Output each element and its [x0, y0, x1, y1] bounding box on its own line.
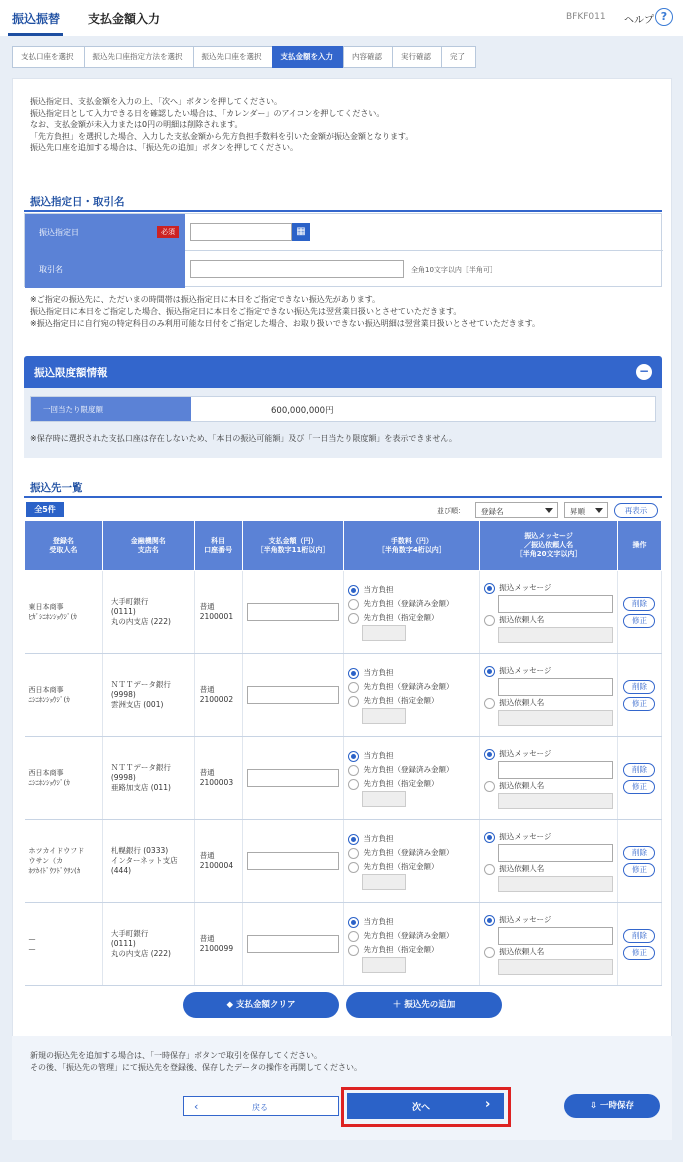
- requester-option[interactable]: [484, 862, 613, 876]
- payee-name: 西日本商事 ﾆｼﾆﾎﾝｼｮｳｼﾞ(ｶ: [28, 686, 70, 704]
- date-row: [25, 214, 663, 251]
- limit-value: 600,000,000円: [271, 406, 334, 416]
- delete-button[interactable]: 削除: [623, 763, 655, 777]
- column-header: 金融機関名 支店名: [102, 521, 194, 571]
- back-button[interactable]: [183, 1096, 339, 1116]
- radio-selected[interactable]: [348, 668, 359, 679]
- table-row: [25, 654, 662, 737]
- payee-name: 西日本商事 ﾆｼﾆﾎﾝｼｮｳｼﾞ(ｶ: [28, 769, 70, 787]
- delete-button[interactable]: 削除: [623, 680, 655, 694]
- fee-amount-input[interactable]: [362, 791, 406, 807]
- name-row: [25, 251, 663, 288]
- payee-name: ホツカイドウフド ウサン（カ ﾎﾂｶｲﾄﾞｳﾌﾄﾞｳｻﾝ(ｶ: [28, 847, 85, 875]
- clear-amount-button[interactable]: [183, 992, 339, 1018]
- step-6: 実行確認: [392, 46, 442, 68]
- count-badge: 全5件: [26, 502, 64, 517]
- requester-option-label: 振込依頼人名: [499, 864, 545, 873]
- plus-icon: ＋: [392, 1000, 405, 1010]
- amount-input[interactable]: [247, 935, 340, 953]
- radio[interactable]: [348, 682, 359, 693]
- radio[interactable]: [484, 864, 495, 875]
- table-body: [25, 571, 662, 986]
- step-1: 支払口座を選択: [12, 46, 85, 68]
- transfer-date-input[interactable]: [190, 223, 292, 241]
- radio[interactable]: [484, 781, 495, 792]
- bank-branch: 大手町銀行 (0111) 丸の内支店 (222): [110, 929, 171, 958]
- sort-select[interactable]: [475, 502, 558, 518]
- amount-input[interactable]: [247, 769, 340, 787]
- date-section-title: 振込指定日・取引名: [30, 196, 125, 208]
- bank-branch: 札幌銀行 (0333) インターネット支店 (444): [110, 846, 178, 875]
- fee-amount-input[interactable]: [362, 957, 406, 973]
- temporary-save-button[interactable]: [564, 1094, 660, 1118]
- radio[interactable]: [348, 779, 359, 790]
- requester-option[interactable]: [484, 779, 613, 793]
- radio[interactable]: [348, 613, 359, 624]
- intro-line: なお、支払金額が未入力または0円の明細は削除されます。: [30, 120, 243, 129]
- header: [0, 0, 683, 36]
- edit-button[interactable]: 修正: [623, 863, 655, 877]
- fee-option-label: 当方負担: [363, 668, 394, 677]
- requester-input[interactable]: [498, 710, 613, 726]
- collapse-icon[interactable]: −: [636, 364, 652, 380]
- redisplay-button[interactable]: 再表示: [614, 503, 658, 518]
- fee-option-label: 先方負担（登録済み金額）: [363, 682, 454, 691]
- requester-input[interactable]: [498, 876, 613, 892]
- intro-line: 振込先口座を追加する場合は、「振込先の追加」ボタンを押してください。: [30, 143, 298, 152]
- footer-notes: [30, 1050, 362, 1074]
- table-header-row: [25, 521, 662, 571]
- fee-option-ours[interactable]: [348, 583, 475, 597]
- table-row: [25, 903, 662, 986]
- step-5: 内容確認: [343, 46, 393, 68]
- message-option[interactable]: [484, 913, 613, 927]
- fee-option-registered[interactable]: [348, 929, 475, 943]
- account-number: 普通 2100099: [199, 934, 234, 953]
- column-header: 操作: [617, 521, 661, 571]
- edit-button[interactable]: 修正: [623, 780, 655, 794]
- requester-option[interactable]: [484, 945, 613, 959]
- intro-line: 「先方負担」を選択した場合、入力した支払金額から先方負担手数料を引いた金額が振込金額となります。: [30, 131, 414, 141]
- fee-option-label: 当方負担: [363, 751, 394, 760]
- payee-name: — —: [28, 935, 36, 953]
- required-badge: 必須: [157, 226, 179, 238]
- fee-option-specified[interactable]: [348, 860, 475, 874]
- section-divider: [24, 210, 662, 212]
- chevron-down-icon: [595, 508, 603, 513]
- message-option-label: 振込メッセージ: [499, 832, 552, 841]
- fee-option-label: 当方負担: [363, 585, 394, 594]
- message-input[interactable]: [498, 595, 613, 613]
- radio-selected[interactable]: [348, 585, 359, 596]
- bank-branch: ＮＴＴデータ銀行 (9998) 雲洲支店 (001): [110, 680, 171, 709]
- intro-text: [30, 96, 650, 154]
- fee-option-registered[interactable]: [348, 597, 475, 611]
- column-header: 支払金額（円） ［半角数字11桁以内］: [242, 521, 344, 571]
- note-line: ※ご指定の振込先に、ただいまの時間帯は振込指定日に本日をご指定できない振込先があります。: [30, 295, 381, 304]
- requester-option-label: 振込依頼人名: [499, 698, 545, 707]
- fee-option-ours[interactable]: [348, 666, 475, 680]
- radio-selected[interactable]: [484, 666, 495, 677]
- section-divider: [24, 496, 662, 498]
- add-payee-button[interactable]: [346, 992, 502, 1018]
- requester-option-label: 振込依頼人名: [499, 947, 545, 956]
- footer-note-line: その後、「振込先の管理」にて振込先を登録後、保存したデータの操作を再開してください。: [30, 1063, 362, 1072]
- message-option[interactable]: [484, 664, 613, 678]
- radio[interactable]: [484, 947, 495, 958]
- fee-option-specified[interactable]: [348, 611, 475, 625]
- payee-name: 東日本商事 ﾋｶﾞｼﾆﾎﾝｼｮｳｼﾞ(ｶ: [28, 603, 77, 621]
- help-link[interactable]: ヘルプ: [624, 15, 654, 26]
- radio[interactable]: [348, 765, 359, 776]
- account-number: 普通 2100001: [199, 602, 234, 621]
- radio-selected[interactable]: [484, 832, 495, 843]
- intro-line: 振込指定日として入力できる日を確認したい場合は、「カレンダー」のアイコンを押してください。: [30, 108, 385, 118]
- name-hint: 全角10文字以内［半角可］: [411, 266, 497, 274]
- bank-branch: 大手町銀行 (0111) 丸の内支店 (222): [110, 597, 171, 626]
- amount-input[interactable]: [247, 686, 340, 704]
- radio-selected[interactable]: [484, 583, 495, 594]
- message-input[interactable]: [498, 927, 613, 945]
- save-label: 一時保存: [600, 1101, 635, 1111]
- step-3: 振込先口座を選択: [193, 46, 273, 68]
- column-header: 手数料（円） ［半角数字4桁以内］: [344, 521, 480, 571]
- amount-input[interactable]: [247, 852, 340, 870]
- intro-line: 振込指定日、支払金額を入力の上、「次へ」ボタンを押してください。: [30, 97, 282, 106]
- clear-label: 支払金額クリア: [235, 1000, 296, 1010]
- chevron-down-icon: [545, 508, 553, 513]
- message-option-label: 振込メッセージ: [499, 583, 552, 592]
- edit-button[interactable]: 修正: [623, 697, 655, 711]
- calendar-icon[interactable]: ▦: [292, 223, 310, 241]
- message-option-label: 振込メッセージ: [499, 749, 552, 758]
- fee-option-label: 先方負担（登録済み金額）: [363, 765, 454, 774]
- fee-option-label: 先方負担（指定金額）: [363, 862, 439, 871]
- help-icon[interactable]: ?: [655, 8, 673, 26]
- step-2: 振込先口座指定方法を選択: [84, 46, 194, 68]
- list-title: 振込先一覧: [30, 482, 83, 494]
- fee-option-specified[interactable]: [348, 943, 475, 957]
- name-label: 取引名: [25, 251, 185, 288]
- radio[interactable]: [348, 848, 359, 859]
- chevron-right-icon: ›: [485, 1097, 491, 1112]
- delete-button[interactable]: 削除: [623, 846, 655, 860]
- limit-note: ※保存時に選択された支払口座は存在しないため、「本日の振込可能額」及び「一日当たり限度額」を表示できません。: [30, 434, 457, 443]
- category-underline: [8, 33, 63, 36]
- fee-amount-input[interactable]: [362, 708, 406, 724]
- fee-option-ours[interactable]: [348, 915, 475, 929]
- order-select[interactable]: [564, 502, 608, 518]
- requester-input[interactable]: [498, 627, 613, 643]
- requester-input[interactable]: [498, 793, 613, 809]
- account-number: 普通 2100003: [199, 768, 234, 787]
- edit-button[interactable]: 修正: [623, 614, 655, 628]
- radio[interactable]: [348, 696, 359, 707]
- column-header: 科目 口座番号: [194, 521, 242, 571]
- requester-input[interactable]: [498, 959, 613, 975]
- delete-button[interactable]: 削除: [623, 597, 655, 611]
- requester-option[interactable]: [484, 613, 613, 627]
- fee-option-registered[interactable]: [348, 763, 475, 777]
- radio-selected[interactable]: [484, 749, 495, 760]
- fee-option-ours[interactable]: [348, 832, 475, 846]
- requester-option-label: 振込依頼人名: [499, 615, 545, 624]
- payee-table: [24, 520, 662, 986]
- sort-value: 登録名: [481, 507, 504, 516]
- radio[interactable]: [484, 698, 495, 709]
- step-7: 完了: [441, 46, 476, 68]
- message-option[interactable]: [484, 581, 613, 595]
- download-icon: ⇩: [589, 1101, 601, 1111]
- radio-selected[interactable]: [484, 915, 495, 926]
- fee-option-ours[interactable]: [348, 749, 475, 763]
- fee-option-label: 先方負担（登録済み金額）: [363, 599, 454, 608]
- chevron-left-icon: ‹: [194, 1100, 199, 1113]
- column-header: 登録名 受取人名: [25, 521, 103, 571]
- table-row: [25, 737, 662, 820]
- screen-id: BFKF011: [566, 12, 606, 22]
- bank-branch: ＮＴＴデータ銀行 (9998) 亜路加支店 (011): [110, 763, 171, 792]
- footer-note-line: 新規の振込先を追加する場合は、「一時保存」ボタンで取引を保存してください。: [30, 1051, 322, 1060]
- step-4-current: 支払金額を入力: [272, 46, 345, 68]
- radio[interactable]: [348, 599, 359, 610]
- limit-header[interactable]: [24, 356, 662, 388]
- fee-option-label: 先方負担（登録済み金額）: [363, 931, 454, 940]
- message-input[interactable]: [498, 844, 613, 862]
- fee-option-registered[interactable]: [348, 846, 475, 860]
- sort-label: 並び順：: [437, 507, 465, 515]
- step-breadcrumb: [12, 46, 662, 68]
- radio[interactable]: [348, 931, 359, 942]
- fee-option-label: 先方負担（指定金額）: [363, 613, 439, 622]
- requester-option-label: 振込依頼人名: [499, 781, 545, 790]
- account-number: 普通 2100004: [199, 851, 234, 870]
- fee-option-label: 当方負担: [363, 834, 394, 843]
- date-label: 振込指定日: [25, 214, 185, 251]
- next-button[interactable]: [347, 1093, 504, 1119]
- message-option-label: 振込メッセージ: [499, 915, 552, 924]
- radio-selected[interactable]: [348, 917, 359, 928]
- message-option-label: 振込メッセージ: [499, 666, 552, 675]
- limit-row: [30, 396, 656, 422]
- category-title: 振込振替: [12, 12, 61, 26]
- page-title: 支払金額入力: [88, 12, 161, 26]
- fee-option-label: 当方負担: [363, 917, 394, 926]
- table-row: [25, 820, 662, 903]
- delete-button[interactable]: 削除: [623, 929, 655, 943]
- back-label: 戻る: [252, 1103, 268, 1112]
- fee-option-specified[interactable]: [348, 777, 475, 791]
- fee-option-specified[interactable]: [348, 694, 475, 708]
- date-notes: [30, 294, 660, 330]
- add-label: 振込先の追加: [404, 1000, 456, 1010]
- table-row: [25, 571, 662, 654]
- edit-button[interactable]: 修正: [623, 946, 655, 960]
- limit-label: 一回当たり限度額: [31, 397, 191, 421]
- radio[interactable]: [484, 615, 495, 626]
- order-value: 昇順: [570, 507, 585, 516]
- fee-option-label: 先方負担（指定金額）: [363, 779, 439, 788]
- radio-selected[interactable]: [348, 751, 359, 762]
- date-form: [24, 213, 662, 287]
- limit-title: 振込限度額情報: [34, 367, 108, 379]
- message-input[interactable]: [498, 761, 613, 779]
- note-line: 振込指定日に本日をご指定した場合、振込指定日に本日をご指定できない振込先は翌営業日扱いとさせていただきます。: [30, 307, 462, 316]
- fee-option-registered[interactable]: [348, 680, 475, 694]
- fee-amount-input[interactable]: [362, 625, 406, 641]
- radio[interactable]: [348, 945, 359, 956]
- requester-option[interactable]: [484, 696, 613, 710]
- fee-amount-input[interactable]: [362, 874, 406, 890]
- account-number: 普通 2100002: [199, 685, 234, 704]
- next-label: 次へ: [412, 1103, 431, 1113]
- fee-option-label: 先方負担（登録済み金額）: [363, 848, 454, 857]
- radio-selected[interactable]: [348, 834, 359, 845]
- radio[interactable]: [348, 862, 359, 873]
- amount-input[interactable]: [247, 603, 340, 621]
- limit-body: [24, 388, 662, 458]
- message-option[interactable]: [484, 747, 613, 761]
- eraser-icon: ◆: [226, 1000, 236, 1010]
- message-input[interactable]: [498, 678, 613, 696]
- note-line: ※振込指定日に自行宛の特定科目のみ利用可能な日付をご指定した場合、お取り扱いできない振込明細は翌営業日扱いとさせていただきます。: [30, 319, 541, 328]
- fee-option-label: 先方負担（指定金額）: [363, 945, 439, 954]
- message-option[interactable]: [484, 830, 613, 844]
- column-header: 振込メッセージ ／振込依頼人名 ［半角20文字以内］: [480, 521, 618, 571]
- transaction-name-input[interactable]: [190, 260, 404, 278]
- fee-option-label: 先方負担（指定金額）: [363, 696, 439, 705]
